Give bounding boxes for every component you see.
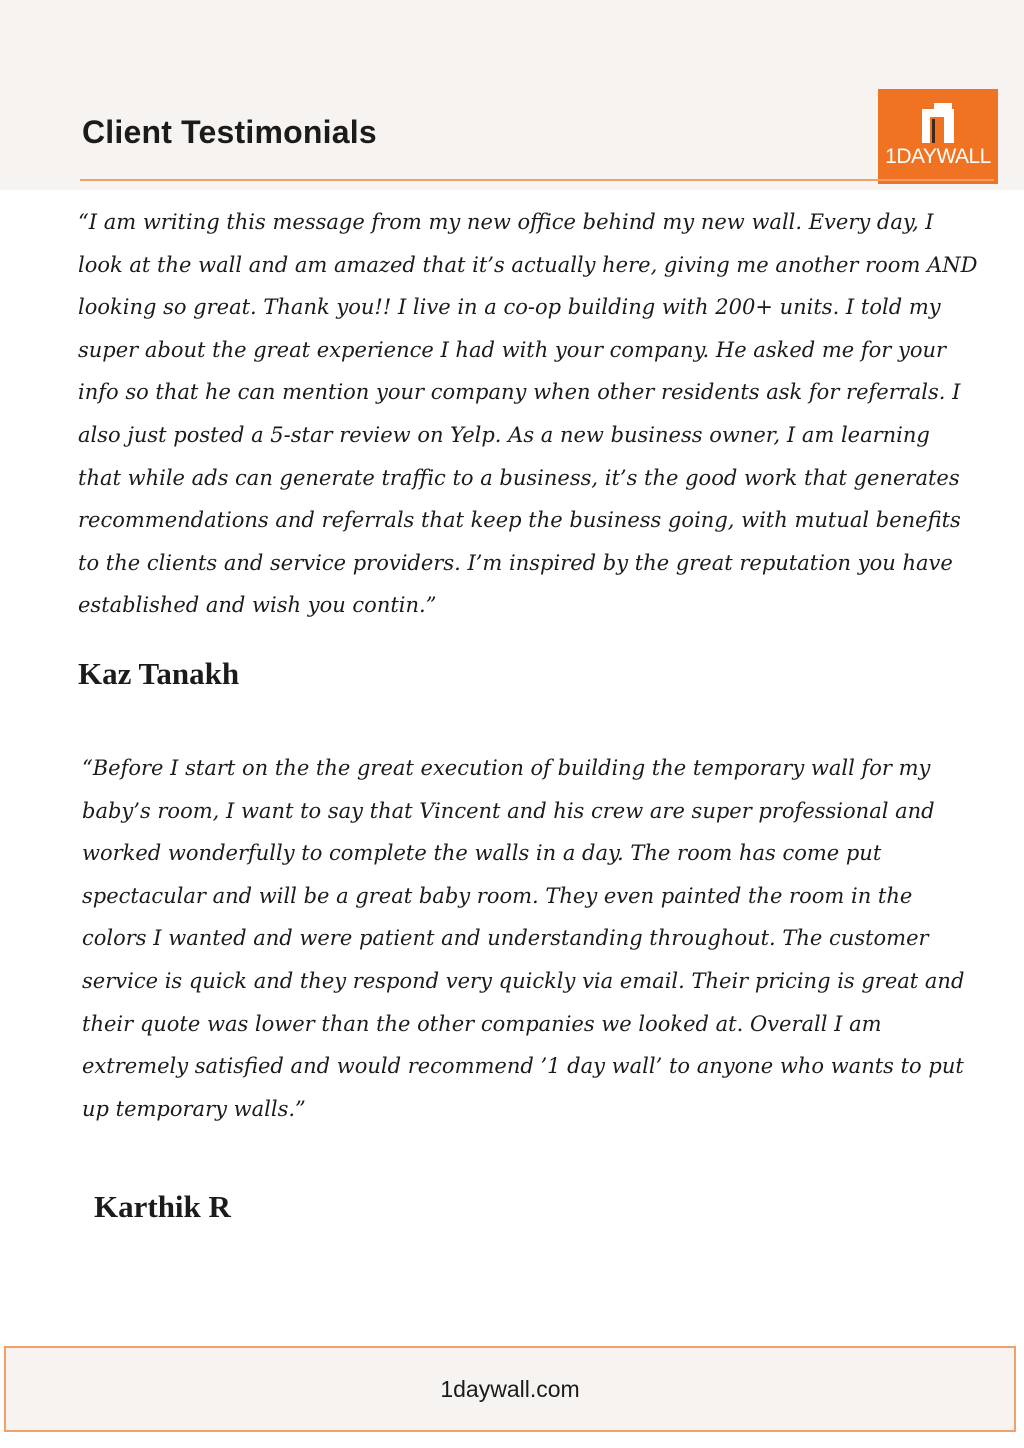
testimonial-author: Karthik R: [94, 1189, 231, 1224]
logo-wordmark: 1DAYWALL: [885, 145, 991, 168]
testimonial-author: Kaz Tanakh: [78, 656, 240, 691]
testimonial-quote: “Before I start on the the great execution of building the temporary wall for my baby’s room, I want to say that Vincent and his crew are super professional and worked wonderfully to complete the walls in a day. The room has come put spectacular and will be a great baby room. They even painted the room in the colors I wanted and were patient and understanding throughout. The customer service is quick and they respond very quickly via email. Their pricing is great and their quote was lower than the other companies we looked at. Overall I am extremely satisfied and would recommend ’1 day wall’ to anyone who wants to put up temporary walls.”: [82, 756, 965, 1121]
testimonial-quote: “I am writing this message from my new office behind my new wall. Every day, I look at the wall and am amazed that it’s actually here, giving me another room AND looking so great. Thank you!! I live in a co-op building with 200+ units. I told my super about the great experience I had with your company. He asked me for your info so that he can mention your company when other residents ask for referrals. I also just posted a 5-star review on Yelp. As a new business owner, I am learning that while ads can generate traffic to a business, it’s the good work that generates recommendations and referrals that keep the business going, with mutual benefits to the clients and service providers. I’m inspired by the great reputation you have established and wish you contin.”: [78, 210, 978, 618]
doorway-icon: [920, 103, 956, 143]
header-band: [0, 0, 1024, 190]
website-link[interactable]: 1daywall.com: [440, 1376, 580, 1402]
page-title: Client Testimonials: [82, 114, 377, 150]
footer-bar: [4, 1346, 1016, 1432]
brand-logo: [878, 89, 998, 184]
header-divider: [80, 179, 994, 181]
